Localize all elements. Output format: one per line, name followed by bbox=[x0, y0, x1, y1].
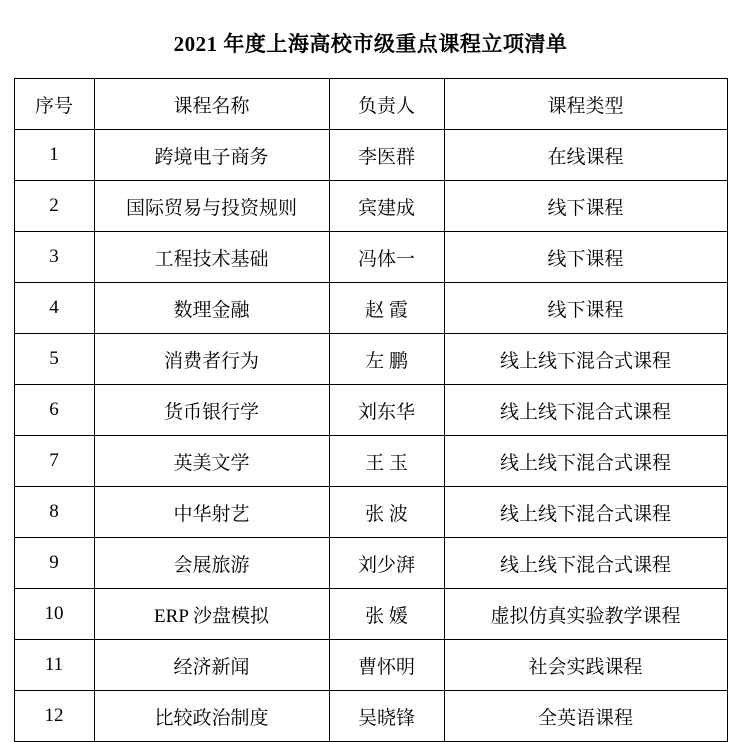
cell-course-name bbox=[94, 589, 329, 640]
cell-no-text: 5 bbox=[49, 348, 59, 369]
cell-no bbox=[14, 181, 94, 232]
cell-no-text: 12 bbox=[44, 705, 64, 726]
cell-course-name bbox=[94, 640, 329, 691]
cell-course-type-text: 在线课程 bbox=[547, 146, 624, 168]
cell-course-type-text: 全英语课程 bbox=[537, 707, 633, 729]
cell-no bbox=[14, 385, 94, 436]
cell-owner bbox=[329, 589, 444, 640]
cell-course-type bbox=[444, 334, 727, 385]
cell-course-name bbox=[94, 538, 329, 589]
cell-course-name-text: 国际贸易与投资规则 bbox=[125, 197, 297, 219]
table-header bbox=[14, 79, 727, 130]
table-row bbox=[14, 181, 727, 232]
cell-owner bbox=[329, 334, 444, 385]
cell-course-type bbox=[444, 538, 727, 589]
cell-course-type-text: 线下课程 bbox=[547, 299, 624, 321]
cell-course-type-text: 线上线下混合式课程 bbox=[499, 452, 671, 474]
cell-course-type bbox=[444, 385, 727, 436]
cell-course-type bbox=[444, 283, 727, 334]
cell-owner-text: 曹怀明 bbox=[357, 656, 415, 678]
cell-course-name-text: 会展旅游 bbox=[173, 554, 250, 576]
column-header-course-type bbox=[444, 79, 727, 130]
table-row bbox=[14, 640, 727, 691]
cell-owner bbox=[329, 640, 444, 691]
cell-course-type-text: 线上线下混合式课程 bbox=[499, 350, 671, 372]
cell-owner-text: 李医群 bbox=[357, 146, 415, 168]
cell-no-text: 7 bbox=[49, 450, 59, 471]
cell-course-type bbox=[444, 589, 727, 640]
cell-course-type-text: 社会实践课程 bbox=[528, 656, 643, 678]
cell-no bbox=[14, 487, 94, 538]
cell-course-type-text: 线上线下混合式课程 bbox=[499, 554, 671, 576]
cell-course-name-text: 数理金融 bbox=[173, 299, 250, 321]
column-header-owner-label: 负责人 bbox=[357, 95, 415, 117]
cell-course-name bbox=[94, 283, 329, 334]
cell-course-type bbox=[444, 232, 727, 283]
cell-owner bbox=[329, 385, 444, 436]
cell-owner-text: 赵 霞 bbox=[365, 299, 408, 321]
cell-course-name-text: 工程技术基础 bbox=[154, 248, 269, 270]
cell-no-text: 11 bbox=[44, 654, 64, 675]
column-header-no bbox=[14, 79, 94, 130]
course-list-table bbox=[14, 78, 728, 742]
cell-owner-text: 吴晓锋 bbox=[357, 707, 415, 729]
cell-course-name-text: 消费者行为 bbox=[163, 350, 259, 372]
cell-no-text: 3 bbox=[49, 246, 59, 267]
cell-course-name-text: 比较政治制度 bbox=[154, 707, 269, 729]
cell-no-text: 4 bbox=[49, 297, 59, 318]
cell-owner bbox=[329, 487, 444, 538]
column-header-course-name-label: 课程名称 bbox=[173, 95, 250, 117]
table-row bbox=[14, 130, 727, 181]
cell-course-name bbox=[94, 334, 329, 385]
cell-owner bbox=[329, 130, 444, 181]
cell-no bbox=[14, 436, 94, 487]
column-header-no-label: 序号 bbox=[34, 95, 73, 117]
table-row bbox=[14, 487, 727, 538]
column-header-course-type-label: 课程类型 bbox=[547, 95, 624, 117]
cell-no bbox=[14, 589, 94, 640]
column-header-course-name bbox=[94, 79, 329, 130]
cell-no bbox=[14, 640, 94, 691]
cell-owner-text: 王 玉 bbox=[365, 452, 408, 474]
cell-no bbox=[14, 334, 94, 385]
cell-no-text: 2 bbox=[49, 195, 59, 216]
cell-owner-text: 左 鹏 bbox=[365, 350, 408, 372]
table-row bbox=[14, 232, 727, 283]
cell-course-type bbox=[444, 436, 727, 487]
cell-no bbox=[14, 283, 94, 334]
cell-owner-text: 张 媛 bbox=[365, 605, 408, 627]
table-row bbox=[14, 334, 727, 385]
cell-course-name-text: 跨境电子商务 bbox=[154, 146, 269, 168]
cell-course-name bbox=[94, 385, 329, 436]
cell-course-type bbox=[444, 487, 727, 538]
cell-course-name bbox=[94, 181, 329, 232]
cell-course-type-text: 虚拟仿真实验教学课程 bbox=[490, 605, 681, 627]
table-row bbox=[14, 538, 727, 589]
cell-course-name-text: 经济新闻 bbox=[173, 656, 250, 678]
cell-owner-text: 冯体一 bbox=[357, 248, 415, 270]
cell-no-text: 6 bbox=[49, 399, 59, 420]
cell-owner bbox=[329, 436, 444, 487]
cell-course-type-text: 线上线下混合式课程 bbox=[499, 503, 671, 525]
cell-course-name bbox=[94, 232, 329, 283]
table-row bbox=[14, 283, 727, 334]
cell-course-type-text: 线下课程 bbox=[547, 197, 624, 219]
cell-course-type bbox=[444, 130, 727, 181]
table-row bbox=[14, 436, 727, 487]
cell-no-text: 1 bbox=[49, 144, 59, 165]
table-body bbox=[14, 130, 727, 742]
cell-owner bbox=[329, 283, 444, 334]
table-row bbox=[14, 385, 727, 436]
cell-course-name bbox=[94, 487, 329, 538]
cell-course-type bbox=[444, 640, 727, 691]
cell-owner bbox=[329, 181, 444, 232]
cell-course-type-text: 线下课程 bbox=[547, 248, 624, 270]
table-row bbox=[14, 589, 727, 640]
cell-owner-text: 刘少湃 bbox=[357, 554, 415, 576]
cell-course-type-text: 线上线下混合式课程 bbox=[499, 401, 671, 423]
cell-owner-text: 张 波 bbox=[365, 503, 408, 525]
cell-course-name-text: 英美文学 bbox=[173, 452, 250, 474]
cell-owner-text: 宾建成 bbox=[357, 197, 415, 219]
cell-course-name bbox=[94, 130, 329, 181]
cell-course-name bbox=[94, 436, 329, 487]
cell-course-type bbox=[444, 181, 727, 232]
cell-owner bbox=[329, 538, 444, 589]
cell-course-name-text: 中华射艺 bbox=[173, 503, 250, 525]
cell-owner-text: 刘东华 bbox=[357, 401, 415, 423]
cell-no-text: 9 bbox=[49, 552, 59, 573]
cell-no-text: 8 bbox=[49, 501, 59, 522]
page-title: 2021 年度上海高校市级重点课程立项清单 bbox=[173, 32, 568, 56]
cell-no bbox=[14, 538, 94, 589]
cell-course-name-text: ERP 沙盘模拟 bbox=[154, 605, 269, 627]
cell-no bbox=[14, 232, 94, 283]
column-header-owner bbox=[329, 79, 444, 130]
table-header-row bbox=[14, 79, 727, 130]
cell-no bbox=[14, 130, 94, 181]
cell-course-name-text: 货币银行学 bbox=[163, 401, 259, 423]
cell-no-text: 10 bbox=[44, 603, 64, 624]
cell-owner bbox=[329, 232, 444, 283]
